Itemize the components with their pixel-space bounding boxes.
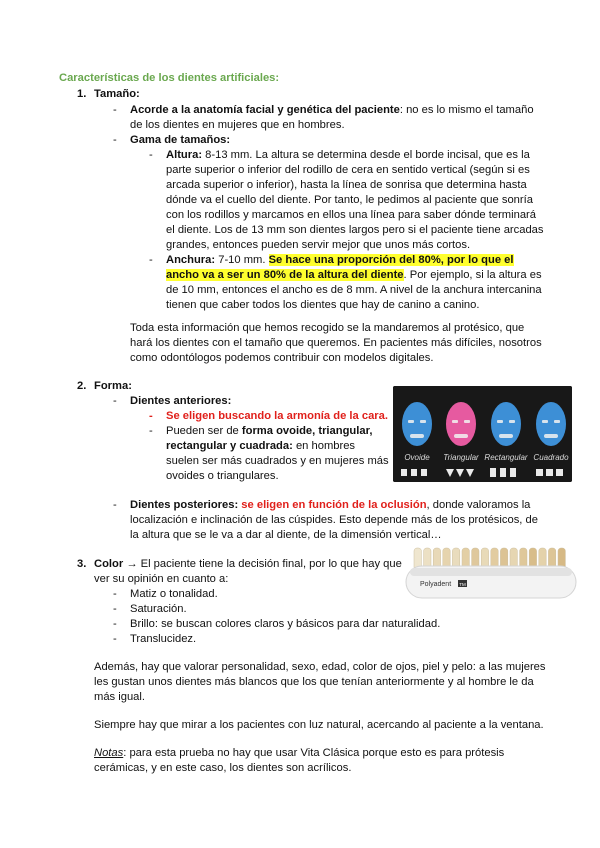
altura-text: 8-13 mm. La altura se determina desde el borde incisal, que es la [202,149,530,161]
bullet-anatomia-line2: de los dientes en mujeres que en hombres. [130,119,345,131]
ademas-line3: más igual. [94,691,145,703]
section-3-line1 [94,557,402,572]
section-1-title: Tamaño: [94,88,140,100]
dash-bullet: - [113,499,117,511]
posteriores-red: se eligen en función de la oclusión [238,499,427,511]
face-cuadrado [536,402,566,446]
altura-line6: el diente. Los de 13 mm son dientes largos pero si el paciente tiene arcadas [166,224,544,236]
section-3-title: Color [94,558,124,570]
dash-bullet: - [149,254,153,266]
posteriores-bold: Dientes posteriores: [130,499,239,511]
anteriores-armonia: Se eligen buscando la armonía de la cara. [166,410,388,422]
anchura-highlight-1: Se hace una proporción del 80%, por lo que el [268,254,514,266]
anchura-text: 7-10 mm. [215,254,269,266]
ademas-line1: Además, hay que valorar personalidad, sexo, edad, color de ojos, piel y pelo: a las mujeres [94,661,546,673]
anteriores-formas-line1 [166,424,372,439]
shade-guide-image [402,546,579,602]
notas-text: : para esta prueba no hay que usar Vita Clásica porque esto es para prótesis [123,747,505,759]
section-3-text: → El paciente tiene la decisión final, por lo que hay que [123,558,402,570]
color-item-1: Saturación. [130,603,187,615]
altura-bold: Altura: [166,149,203,161]
shade-guide-tag: TM [459,582,466,587]
toda-line3: como odontólogos podemos contribuir con modelos digitales. [130,352,434,364]
toda-line1: Toda esta información que hemos recogido se la mandaremos al protésico, que [130,322,525,334]
section-2-title: Forma: [94,380,132,392]
faces-illustration [393,386,572,482]
color-item-2: Brillo: se buscan colores claros y básicos para dar naturalidad. [130,618,441,630]
anteriores-formas-line4: ovoides o triangulares. [166,470,279,482]
anchura-line3: de 10 mm, entonces el ancho es de 8 mm. A nivel de la anchura intercanina [166,284,542,296]
bullet-anatomia [130,103,545,118]
section-heading: Características de los dientes artificiales: [59,72,280,84]
anchura-bold: Anchura: [166,254,216,266]
dash-bullet: - [113,104,117,116]
bullet-gama: Gama de tamaños: [130,134,231,146]
notas-line1 [94,746,504,761]
color-item-3: Translucidez. [130,633,197,645]
face-label-3: Cuadrado [533,453,569,462]
dash-bullet: - [113,603,117,615]
altura-line3: arcada superior o inferior), hasta la línea de sonrisa que determina hasta [166,179,527,191]
formas-bold-2: rectangular y cuadrada: [166,440,293,452]
face-rectangular [491,402,521,446]
dash-bullet: - [113,588,117,600]
altura-line7: grandes, entonces pueden servir mejor que unos más cortos. [166,239,471,251]
shade-guide-brand: Polyadent [420,581,452,588]
notas-label: Notas [94,747,124,759]
formas-text-2: en hombres [292,440,356,452]
anteriores-formas-line3: suelen ser más cuadrados y en mujeres más [166,455,389,467]
dash-bullet: - [113,134,117,146]
luz-natural-paragraph: Siempre hay que mirar a los pacientes con luz natural, acercando al paciente a la ventana. [94,719,544,731]
shade-guide-illustration [402,546,579,602]
section-2-number: 2. [77,380,87,392]
tooth-shapes-faces-image [393,386,572,482]
notas-line2: cerámicas, y en este caso, los dientes son acrílicos. [94,762,352,774]
posteriores-text: , donde valoramos la [426,499,531,511]
anteriores-formas-line2 [166,439,355,454]
face-label-2: Rectangular [484,453,528,462]
face-label-0: Ovoide [404,453,430,462]
face-ovoide [402,402,432,446]
dash-bullet: - [149,149,153,161]
section-3-line2: ver su opinión en cuanto a: [94,573,229,585]
posteriores-line2: localización e inclinación de las cúspides. Esto depende más de los protésicos, de [130,514,538,526]
altura-line4: dónde va el cuello del diente. Por tanto, le pedimos al paciente que sonría [166,194,533,206]
section-1-number: 1. [77,88,87,100]
dash-bullet: - [149,425,153,437]
posteriores-line3: la altura que se le va a dar al diente, de la dimensión vertical… [130,529,442,541]
dash-bullet: - [113,395,117,407]
anchura-highlight-2: ancho va a ser un 80% de la altura del diente [166,269,404,281]
face-label-1: Triangular [443,453,479,462]
face-triangular [446,402,476,446]
anchura-text-2: . Por ejemplo, si la altura es [403,269,542,281]
dash-bullet: - [113,633,117,645]
anchura-line1 [166,253,514,268]
section-3-number: 3. [77,558,87,570]
color-item-0: Matiz o tonalidad. [130,588,218,600]
bullet-anatomia-text: : no es lo mismo el tamaño [399,104,534,116]
dientes-anteriores: Dientes anteriores: [130,395,232,407]
anchura-line4: tienen que caber todos los dientes que hay de canino a canino. [166,299,480,311]
formas-text: Pueden ser de [166,425,242,437]
altura-line5: con los rodillos y marcamos en ellos una línea para saber dónde terminará [166,209,537,221]
posteriores-line1 [130,498,530,513]
ademas-line2: les gustan unos dientes más blancos que los que tenían anteriormente y al hombre le da [94,676,534,688]
dash-bullet: - [113,618,117,630]
anchura-line2 [166,268,542,283]
altura-line2: parte superior o inferior del rodillo de cera en sentido vertical (según si es [166,164,530,176]
formas-bold-1: forma ovoide, triangular, [241,425,373,437]
altura-line1 [166,148,546,163]
dash-bullet-red: - [149,410,153,422]
toda-line2: hará los dientes con el tamaño que queremos. En pacientes más difíciles, nosotros [130,337,542,349]
bullet-anatomia-bold: Acorde a la anatomía facial y genética del paciente [130,104,400,116]
